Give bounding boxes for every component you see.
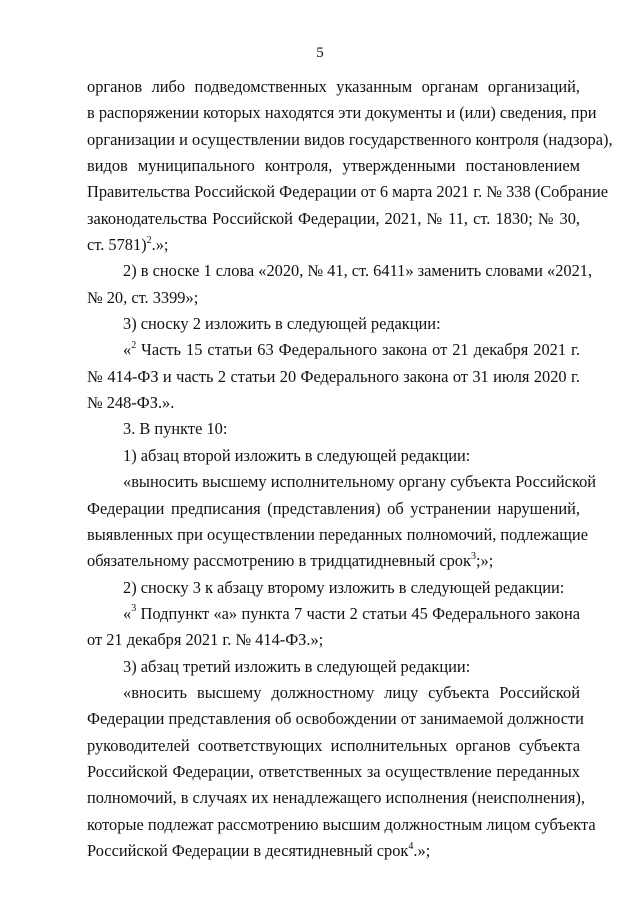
- text-line: [87, 601, 580, 627]
- line-text-before-footnote-ref: Российской Федерации в десятидневный срок: [87, 840, 409, 860]
- text-line: 3. В пункте 10:: [123, 419, 228, 439]
- line-text-after-footnote-ref: Подпункт «а» пункта 7 части 2 статьи 45 Федерального закона: [136, 603, 580, 623]
- text-line: законодательства Российской Федерации, 2021, № 11, ст. 1830; № 30,: [87, 208, 580, 228]
- page-number: 5: [316, 45, 324, 61]
- text-line: выявленных при осуществлении переданных полномочий, подлежащие: [87, 524, 588, 544]
- text-line: «вносить высшему должностному лицу субъекта Российской: [123, 682, 580, 702]
- text-line: [87, 337, 580, 363]
- document-body: [87, 74, 613, 864]
- line-text-after-footnote-ref: .»;: [151, 235, 169, 255]
- line-text-before-footnote-ref: обязательному рассмотрению в тридцатидневный срок: [87, 551, 471, 571]
- text-line: [87, 232, 580, 258]
- text-line: организации и осуществлении видов государственного контроля (надзора),: [87, 129, 613, 149]
- text-line: полномочий, в случаях их ненадлежащего исполнения (неисполнения),: [87, 788, 585, 808]
- footnote-ref: 3: [131, 603, 137, 615]
- text-line: № 248-ФЗ.».: [87, 393, 175, 413]
- text-line: [87, 548, 580, 574]
- text-line: 2) в сноске 1 слова «2020, № 41, ст. 6411» заменить словами «2021,: [123, 261, 593, 281]
- line-text-after-footnote-ref: ;»;: [475, 551, 494, 571]
- line-text-after-footnote-ref: .»;: [413, 840, 431, 860]
- text-line: видов муниципального контроля, утвержденными постановлением: [87, 156, 580, 176]
- text-line: Правительства Российской Федерации от 6 марта 2021 г. № 338 (Собрание: [87, 182, 608, 202]
- text-line: [87, 838, 580, 864]
- footnote-ref: 4: [408, 840, 414, 852]
- line-text-after-footnote-ref: Часть 15 статьи 63 Федерального закона от 21 декабря 2021 г.: [136, 340, 580, 360]
- text-line: от 21 декабря 2021 г. № 414-ФЗ.»;: [87, 630, 324, 650]
- text-line: 1) абзац второй изложить в следующей редакции:: [123, 445, 471, 465]
- text-line: Федерации представления об освобождении от занимаемой должности: [87, 709, 584, 729]
- text-line: № 20, ст. 3399»;: [87, 287, 199, 307]
- text-line: в распоряжении которых находятся эти документы и (или) сведения, при: [87, 103, 597, 123]
- footnote-ref: 2: [131, 339, 137, 351]
- text-line: 2) сноску 3 к абзацу второму изложить в следующей редакции:: [123, 577, 565, 597]
- footnote-ref: 3: [470, 550, 476, 562]
- text-line: № 414-ФЗ и часть 2 статьи 20 Федерального закона от 31 июля 2020 г.: [87, 366, 580, 386]
- text-line: «выносить высшему исполнительному органу субъекта Российской: [123, 472, 597, 492]
- text-line: Российской Федерации, ответственных за осуществление переданных: [87, 761, 580, 781]
- text-line: 3) абзац третий изложить в следующей редакции:: [123, 656, 471, 676]
- footnote-ref: 2: [146, 234, 152, 246]
- text-line: органов либо подведомственных указанным органам организаций,: [87, 77, 580, 96]
- line-text-before-footnote-ref: «: [123, 340, 132, 360]
- text-line: Федерации предписания (представления) об устранении нарушений,: [87, 498, 580, 518]
- line-text-before-footnote-ref: ст. 5781): [87, 235, 147, 255]
- line-text-before-footnote-ref: «: [123, 603, 132, 623]
- text-line: которые подлежат рассмотрению высшим должностным лицом субъекта: [87, 814, 596, 834]
- text-line: 3) сноску 2 изложить в следующей редакции:: [123, 314, 441, 334]
- text-line: руководителей соответствующих исполнительных органов субъекта: [87, 735, 580, 755]
